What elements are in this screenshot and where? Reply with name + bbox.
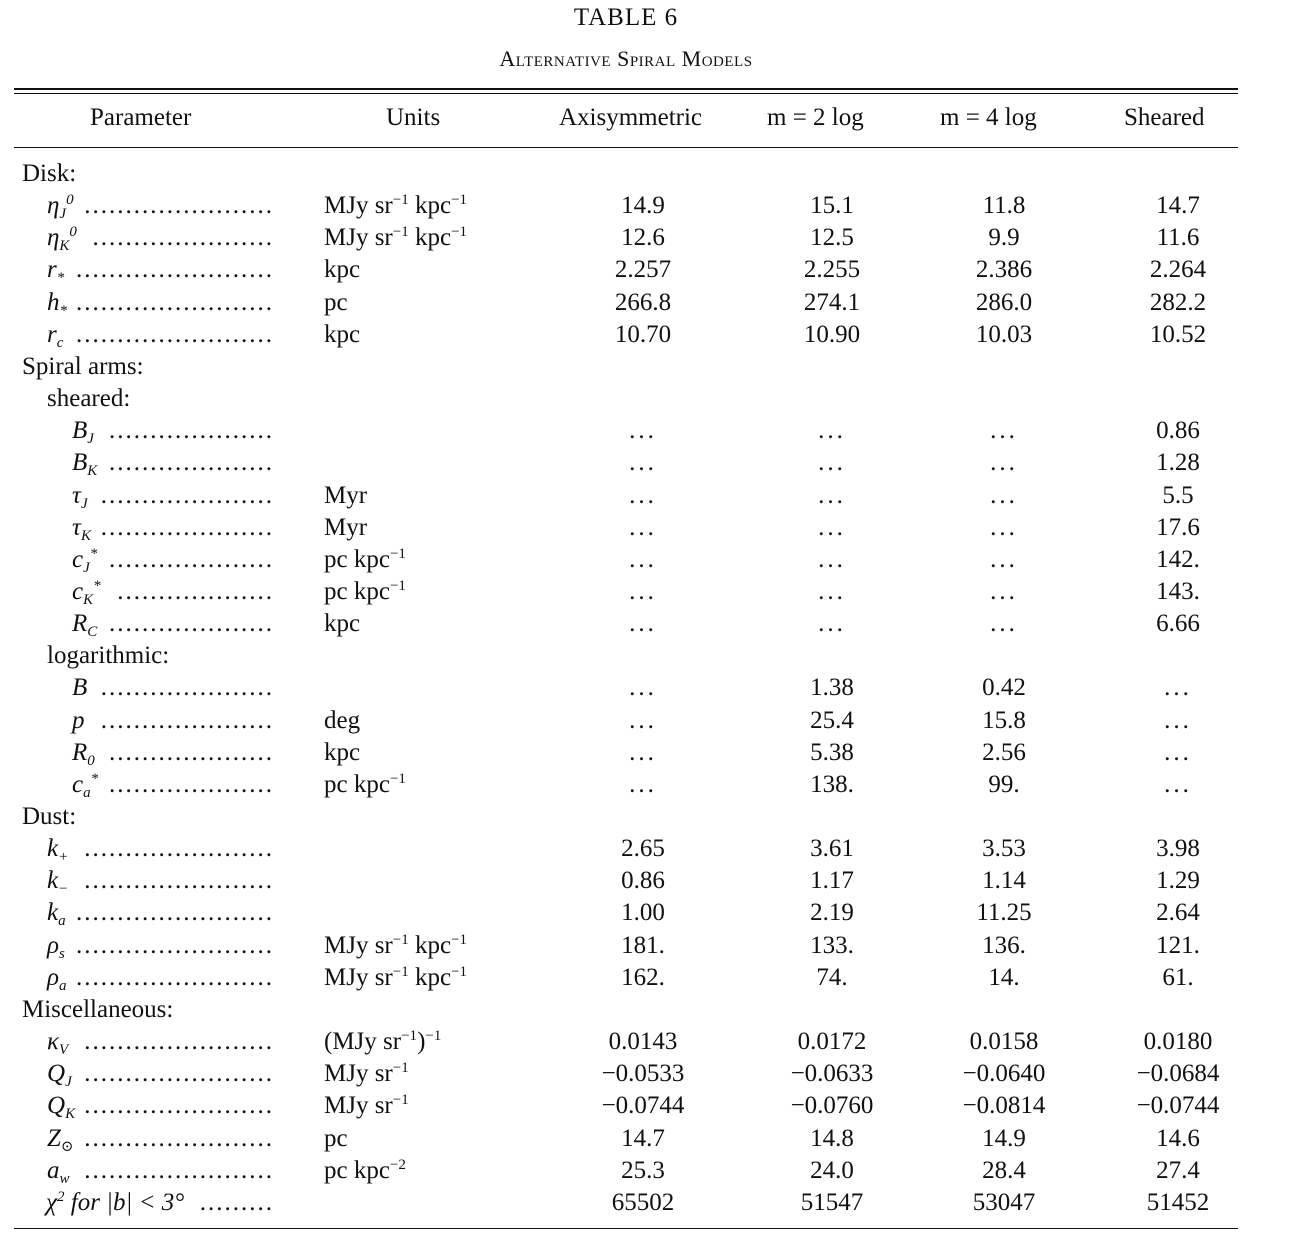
value-cell: ... [990,545,1018,573]
value-cell: ... [1164,770,1192,798]
value-cell: ... [818,545,846,573]
units-cell: kpc [324,320,361,348]
value-cell: 5.38 [810,738,854,766]
value-cell: 2.65 [621,835,665,863]
section-label: Dust: [22,803,77,830]
leader-dots: ...................... [92,224,274,252]
parameter-cell [72,546,97,574]
parameter-symbol: $r_c$ [47,320,64,351]
header-axisymmetric: Axisymmetric [559,104,703,131]
leader-dots: ..................... [100,674,274,702]
units-cell: MJy $sr^{-1}$ kpc$^{-1}$ [324,224,468,252]
value-cell: 14.7 [1156,192,1200,220]
leader-dots: ........................ [76,931,274,959]
value-cell: 14.8 [810,1124,854,1152]
units-cell: MJy $sr^{-1}$ kpc$^{-1}$ [324,931,468,959]
subsection-heading [0,642,1299,674]
value-cell: 1.28 [1156,449,1200,477]
parameter-symbol: $Q_K$ [47,1092,76,1123]
table-row [0,514,1299,546]
parameter-symbol: $B_J$ [72,417,94,448]
value-cell: 99. [988,770,1020,798]
table-row [0,192,1299,224]
parameter-symbol: $\kappa_V$ [47,1028,69,1059]
parameter-cell [47,224,77,255]
header-parameter: Parameter [90,104,192,131]
value-cell: ... [818,610,846,638]
parameter-symbol: $R_0$ [72,738,95,769]
subsection-label: sheared: [47,385,131,413]
value-cell: 10.03 [975,320,1033,348]
value-cell: −0.0533 [601,1060,685,1088]
value-cell: ... [629,610,657,638]
top-rule [14,88,1238,90]
leader-dots: ..................... [100,513,274,541]
leader-dots: ................... [117,577,274,605]
parameter-symbol: $h_*$ [47,288,67,319]
units-cell: MJy $sr^{-1}$ kpc$^{-1}$ [324,963,468,991]
value-cell: 133. [810,931,854,959]
value-cell: 1.14 [982,867,1026,895]
units-cell: Myr [324,481,368,509]
bottom-rule [14,1228,1238,1229]
units-cell: pc [324,288,348,316]
table-row [0,321,1299,353]
table-row [0,578,1299,610]
value-cell: 27.4 [1156,1156,1200,1184]
section-label: Disk: [22,160,77,187]
parameter-symbol: $r_*$ [47,256,65,287]
value-cell: ... [990,449,1018,477]
value-cell: ... [1164,706,1192,734]
table-row [0,771,1299,803]
parameter-cell [46,1189,184,1217]
parameter-cell [72,674,87,702]
value-cell: 0.0180 [1143,1028,1213,1056]
value-cell: 11.8 [982,192,1026,220]
table-row [0,707,1299,739]
parameter-cell [72,417,94,448]
table-row [0,1060,1299,1092]
parameter-symbol: $a_w$ [47,1156,70,1187]
value-cell: 10.52 [1149,320,1207,348]
parameter-cell [47,256,65,287]
value-cell: 136. [982,931,1026,959]
table-row [0,224,1299,256]
value-cell: ... [818,481,846,509]
leader-dots: ........................ [76,320,274,348]
value-cell: −0.0640 [962,1060,1046,1088]
parameter-symbol: $\rho_a$ [47,963,67,994]
leader-dots: ....................... [84,867,274,895]
parameter-symbol: $c_a^*$ [72,770,99,801]
parameter-cell [47,867,69,898]
value-cell: ... [629,513,657,541]
table-row [0,1189,1299,1221]
units-cell: deg [324,706,361,734]
leader-dots: ....................... [84,1028,274,1056]
leader-dots: ....................... [84,192,274,220]
parameter-symbol: $\eta_K^0$ [47,224,77,255]
parameter-cell [47,1157,70,1185]
parameter-cell [72,482,88,510]
leader-dots: ....................... [84,835,274,863]
value-cell: 53047 [972,1188,1036,1216]
parameter-symbol: $Q_J$ [47,1060,72,1091]
value-cell: 28.4 [982,1156,1026,1184]
value-cell: 14. [988,963,1020,991]
value-cell: 11.6 [1156,224,1200,252]
parameter-symbol: $k_a$ [47,899,66,930]
value-cell: 0.42 [982,674,1026,702]
parameter-cell [47,321,63,349]
value-cell: 14.7 [621,1124,665,1152]
value-cell: ... [990,417,1018,445]
parameter-cell [47,192,74,223]
value-cell: 24.0 [810,1156,854,1184]
units-cell: pc kpc$^{-1}$ [324,577,406,605]
value-cell: 0.86 [621,867,665,895]
value-cell: 2.264 [1149,256,1207,284]
value-cell: 65502 [611,1188,675,1216]
leader-dots: ....................... [84,1124,274,1152]
leader-dots: ..................... [100,481,274,509]
units-cell: pc [324,1124,348,1152]
value-cell: 2.19 [810,899,854,927]
header-rule [14,147,1238,148]
parameter-symbol: $Z_⊙$ [47,1124,74,1155]
value-cell: ... [818,577,846,605]
section-heading [0,160,1299,192]
parameter-cell [47,1092,76,1123]
parameter-cell [47,1028,69,1059]
table-row [0,482,1299,514]
value-cell: 25.3 [621,1156,665,1184]
leader-dots: ........................ [76,963,274,991]
value-cell: 3.98 [1156,835,1200,863]
leader-dots: .................... [109,738,274,766]
value-cell: 12.6 [621,224,665,252]
section-label: Miscellaneous: [22,995,174,1023]
value-cell: 3.53 [982,835,1026,863]
value-cell: 3.61 [810,835,854,863]
value-cell: 14.9 [621,192,665,220]
parameter-cell [72,449,98,480]
top-rule-inner [14,93,1238,94]
units-cell: pc kpc$^{-1}$ [324,770,406,798]
value-cell: ... [629,417,657,445]
value-cell: ... [1164,738,1192,766]
value-cell: 12.5 [810,224,854,252]
table-row [0,449,1299,481]
table-row [0,610,1299,642]
value-cell: 15.1 [810,192,854,220]
parameter-symbol: $k_+$ [47,835,69,866]
value-cell: 1.00 [621,899,665,927]
value-cell: 138. [810,770,854,798]
leader-dots: ........................ [76,288,274,316]
parameter-symbol: p [72,706,85,734]
table-row [0,289,1299,321]
units-cell: MJy $sr^{-1}$ [324,1092,409,1120]
value-cell: 14.9 [982,1124,1026,1152]
parameter-cell [47,932,65,960]
leader-dots: ........................ [76,256,274,284]
value-cell: 0.86 [1156,417,1200,445]
value-cell: −0.0760 [790,1092,874,1120]
units-cell: kpc [324,738,361,766]
value-cell: 5.5 [1162,481,1194,509]
parameter-cell [47,289,67,317]
parameter-symbol: B [72,674,88,702]
section-heading [0,996,1299,1028]
leader-dots: ........................ [76,899,274,927]
table-title: TABLE 6 [573,4,679,31]
value-cell: ... [629,577,657,605]
leader-dots: .................... [109,610,274,638]
value-cell: 286.0 [975,288,1033,316]
leader-dots: .................... [109,770,274,798]
value-cell: 51547 [800,1188,864,1216]
value-cell: ... [818,513,846,541]
table-row [0,739,1299,771]
value-cell: 15.8 [982,706,1026,734]
value-cell: 143. [1156,577,1200,605]
value-cell: 0.0158 [969,1028,1039,1056]
value-cell: 0.0143 [608,1028,678,1056]
value-cell: ... [818,417,846,445]
value-cell: 274.1 [803,288,861,316]
parameter-symbol: $\rho_s$ [47,931,65,962]
value-cell: −0.0744 [1136,1092,1220,1120]
table-row [0,256,1299,288]
units-cell: Myr [324,513,368,541]
table-row [0,835,1299,867]
parameter-symbol: $\chi^2$ for |b| < 3° [46,1188,185,1216]
value-cell: 2.386 [975,256,1033,284]
leader-dots: .................... [109,449,274,477]
value-cell: 181. [621,931,665,959]
section-label: Spiral arms: [22,352,144,380]
value-cell: 9.9 [988,224,1020,252]
value-cell: 14.6 [1156,1124,1200,1152]
value-cell: ... [629,481,657,509]
value-cell: −0.0814 [962,1092,1046,1120]
parameter-cell [72,578,101,606]
leader-dots: ....................... [84,1060,274,1088]
value-cell: 1.38 [810,674,854,702]
table-row [0,674,1299,706]
leader-dots: ..................... [100,706,274,734]
parameter-cell [72,514,91,542]
units-cell: MJy $sr^{-1}$ [324,1060,409,1088]
value-cell: 10.90 [803,320,861,348]
units-cell: pc kpc$^{-2}$ [324,1156,406,1184]
value-cell: ... [990,513,1018,541]
parameter-cell [47,1125,73,1153]
section-heading [0,803,1299,835]
header-m2-log: m = 2 log [767,104,864,131]
value-cell: 1.29 [1156,867,1200,895]
subsection-heading [0,385,1299,417]
value-cell: 51452 [1146,1188,1210,1216]
units-cell: kpc [324,610,361,638]
parameter-symbol: $c_K^*$ [72,577,101,608]
parameter-symbol: $\tau_K$ [72,513,91,544]
header-m4-log: m = 4 log [940,104,1037,131]
value-cell: 17.6 [1156,513,1200,541]
parameter-cell [47,835,69,866]
table-row [0,964,1299,996]
units-cell: MJy $sr^{-1}$ kpc$^{-1}$ [324,192,468,220]
parameter-symbol: $\eta_J^0$ [47,192,74,223]
leader-dots: .................... [109,417,274,445]
leader-dots: .................... [109,545,274,573]
value-cell: ... [990,610,1018,638]
section-heading [0,353,1299,385]
value-cell: ... [990,577,1018,605]
table-row [0,932,1299,964]
parameter-symbol: $k_-$ [47,867,69,898]
parameter-symbol: $\tau_J$ [72,481,88,512]
value-cell: 2.64 [1156,899,1200,927]
table-row [0,1125,1299,1157]
value-cell: 142. [1156,545,1200,573]
value-cell: 121. [1156,931,1200,959]
value-cell: 74. [816,963,848,991]
value-cell: −0.0684 [1136,1060,1220,1088]
parameter-symbol: $c_J^*$ [72,545,98,576]
value-cell: 162. [621,963,665,991]
parameter-cell [47,899,66,930]
table-row [0,1028,1299,1060]
value-cell: ... [629,706,657,734]
leader-dots: ....................... [84,1092,274,1120]
units-cell: pc kpc$^{-1}$ [324,545,406,573]
value-cell: 6.66 [1156,610,1200,638]
parameter-symbol: $R_C$ [72,610,98,641]
value-cell: ... [629,674,657,702]
units-cell: (MJy $sr^{-1})^{-1}$ [324,1028,442,1056]
value-cell: 10.70 [614,320,672,348]
value-cell: 1.17 [810,867,854,895]
table-subtitle: Alternative Spiral Models [499,46,753,71]
value-cell: ... [629,449,657,477]
value-cell: 61. [1162,963,1194,991]
table-row [0,1157,1299,1189]
parameter-cell [72,771,98,799]
table-row [0,1092,1299,1124]
units-cell: kpc [324,256,361,284]
parameter-cell [47,1060,72,1091]
value-cell: −0.0744 [601,1092,685,1120]
table-row [0,546,1299,578]
parameter-cell [72,739,95,767]
value-cell: 2.255 [803,256,861,284]
value-cell: ... [629,770,657,798]
header-sheared: Sheared [1124,104,1205,131]
value-cell: ... [1164,674,1192,702]
parameter-cell [72,707,85,735]
parameter-cell [47,964,67,992]
table-row [0,867,1299,899]
value-cell: 2.56 [982,738,1026,766]
header-units: Units [386,104,441,131]
subsection-label: logarithmic: [47,642,170,670]
value-cell: ... [990,481,1018,509]
value-cell: −0.0633 [790,1060,874,1088]
leader-dots: ....................... [84,1156,274,1184]
parameter-cell [72,610,98,641]
table-row [0,417,1299,449]
value-cell: ... [818,449,846,477]
value-cell: ... [629,545,657,573]
value-cell: 2.257 [614,256,672,284]
value-cell: 266.8 [614,288,672,316]
value-cell: ... [629,738,657,766]
value-cell: 282.2 [1149,288,1207,316]
leader-dots: ......... [199,1188,274,1216]
table-row [0,899,1299,931]
value-cell: 11.25 [976,899,1032,927]
value-cell: 0.0172 [797,1028,867,1056]
value-cell: 25.4 [810,706,854,734]
parameter-symbol: $B_K$ [72,449,98,480]
